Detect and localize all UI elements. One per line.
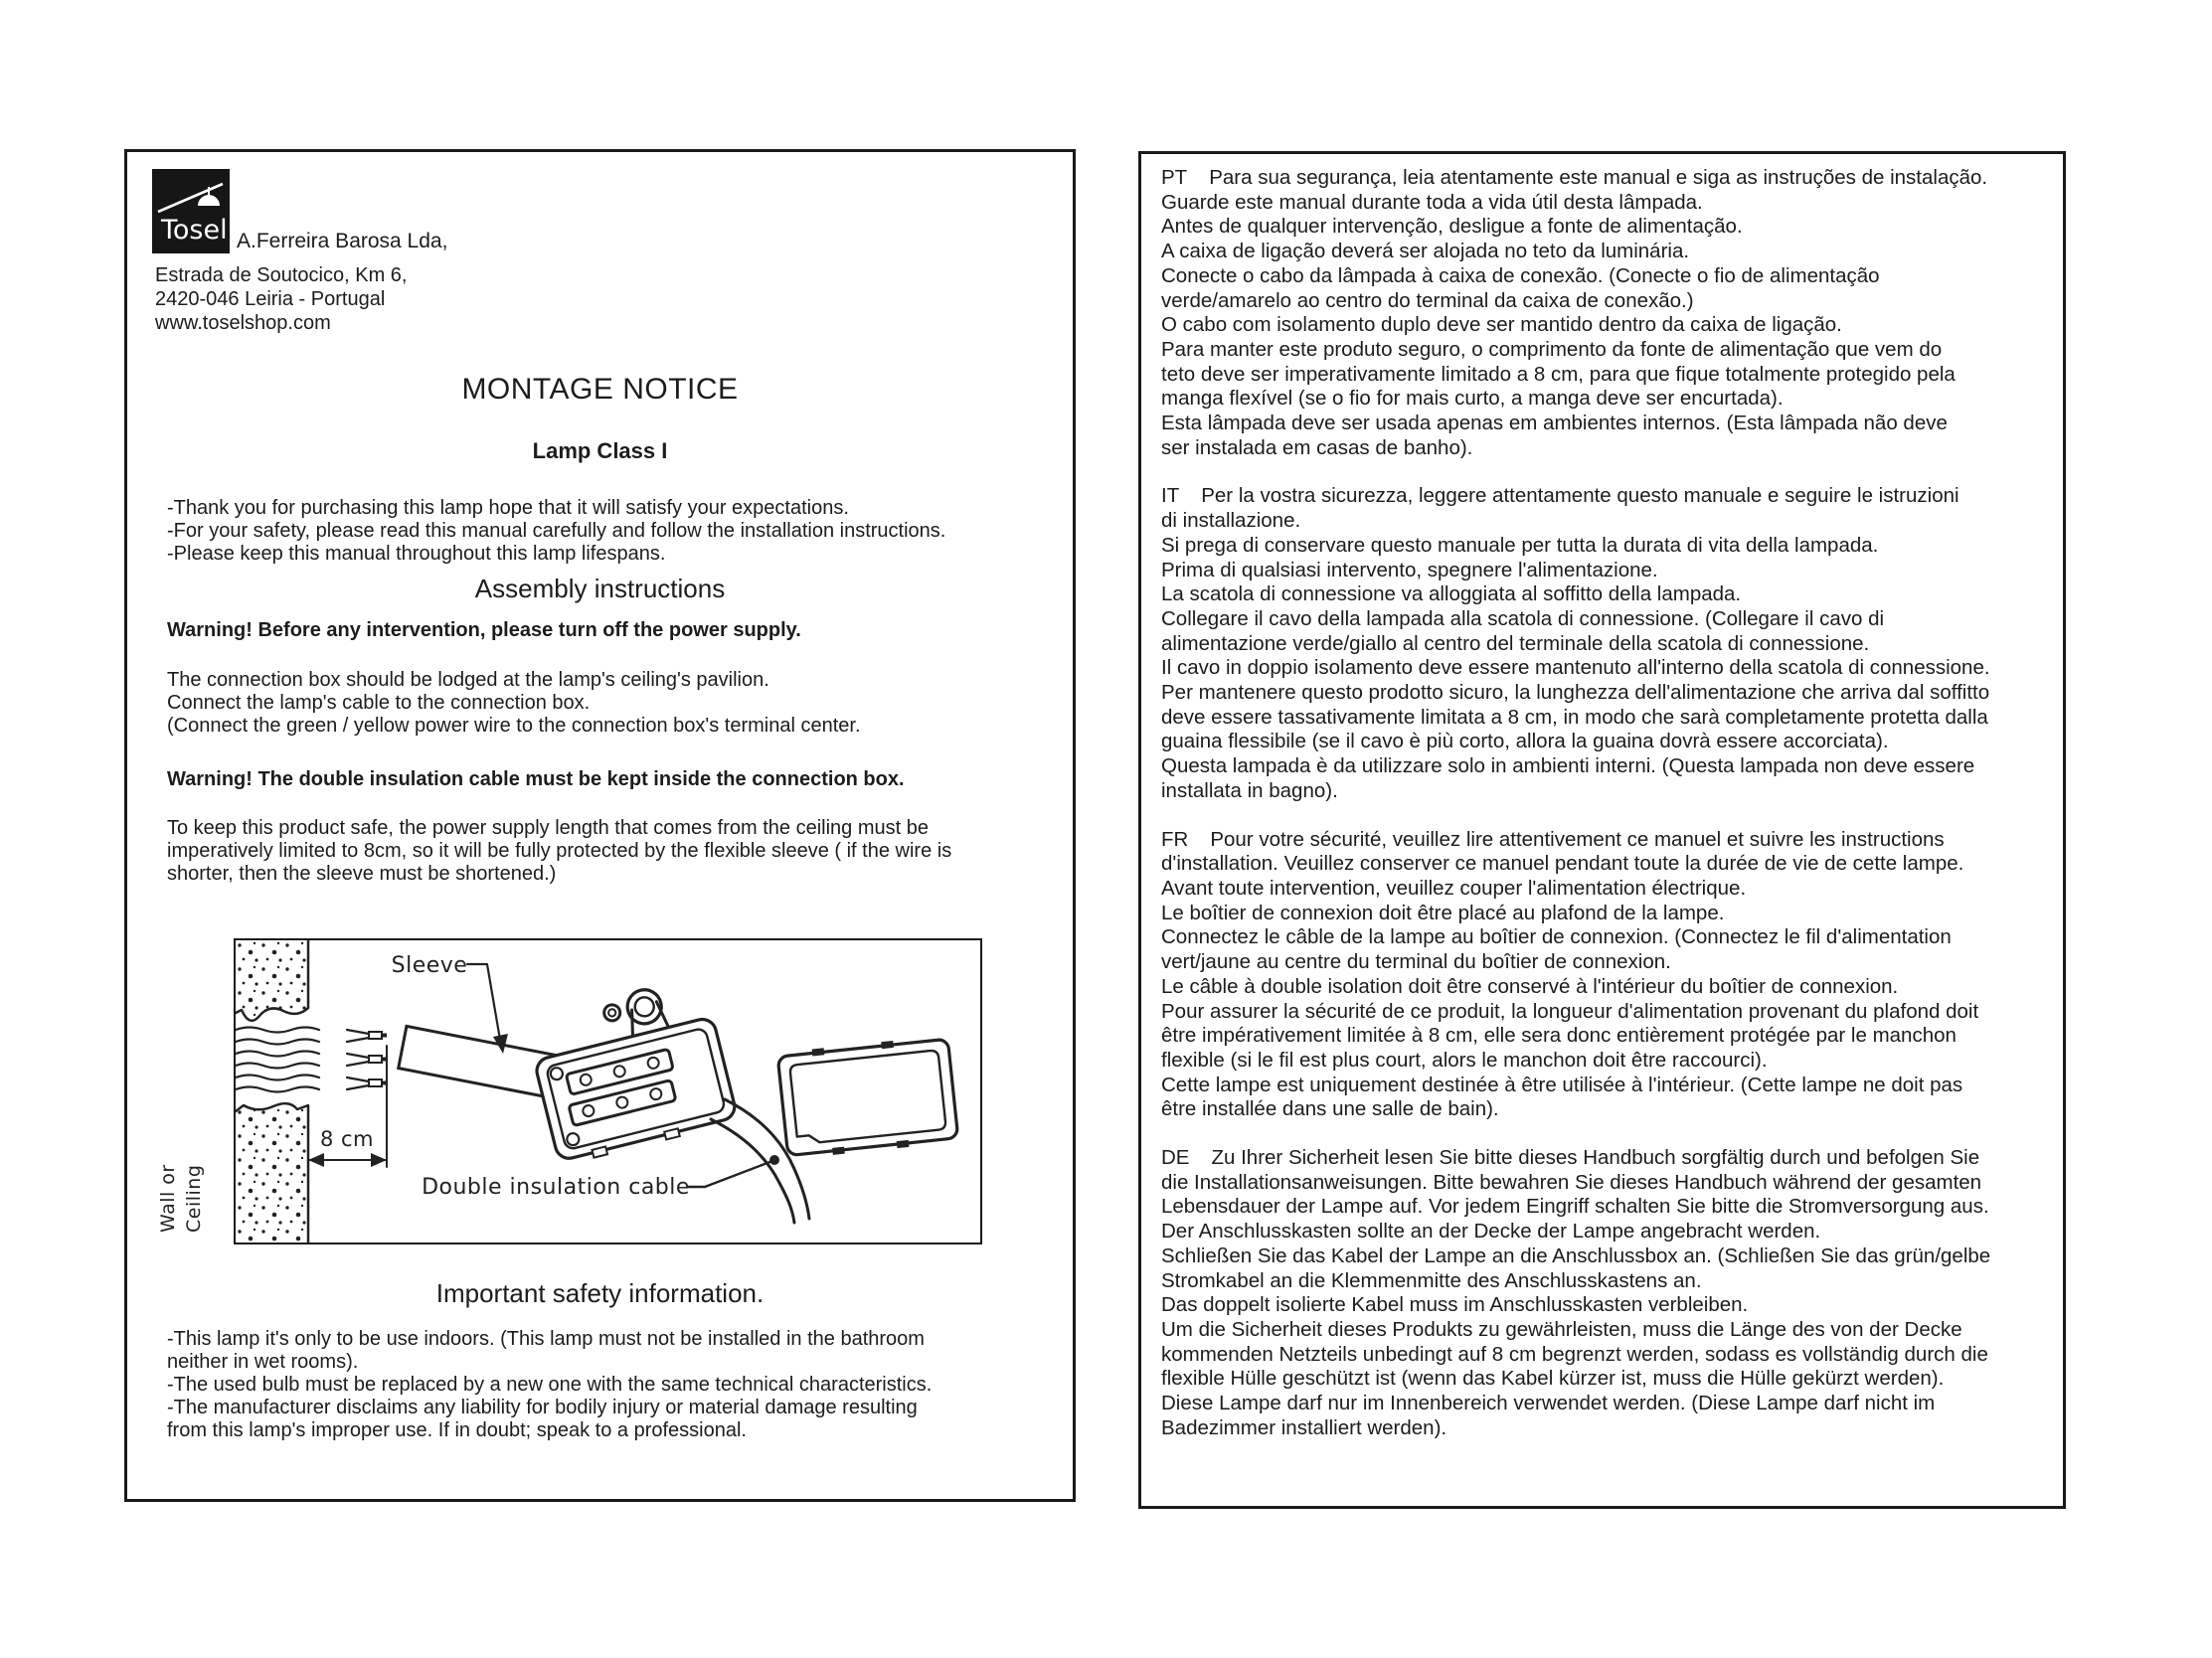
connection-paragraph: The connection box should be lodged at the lamp's ceiling's pavilion. Connect the lamp's cable to the connection box. (Connect the green / yellow power wire to the connection box's terminal center. <box>167 669 861 737</box>
translation-text-fr: Pour votre sécurité, veuillez lire attentivement ce manuel et suivre les instructions d'installation. Veuillez conserver ce manuel pendant toute la durée de vie de cette lampe. Avant toute intervention, veuillez couper l'alimentation électrique. Le boîtier de connexion doit être placé au plafond de la lampe. Connectez le câble de la lampe au boîtier de connexion. (Connectez le fil d'alimentation vert/jaune au centre du terminal du boîtier de connexion. Le câble à double isolation doit être conservé à l'intérieur du boîtier de connexion. Pour assurer la sécurité de ce produit, la longueur d'alimentation provenant du plafond doit être impérativement limitée à 8 cm, elle sera donc entièrement protégée par le manchon flexible (si le fil est plus court, alors le manchon doit être raccourci). Cette lampe est uniquement destinée à être utilisée à l'intérieur. (Cette lampe ne doit pas être installée dans une salle de bain). <box>1161 827 1979 1121</box>
translation-section-fr <box>1161 828 2045 1122</box>
power-warning: Warning! Before any intervention, please turn off the power supply. <box>167 619 801 641</box>
translation-text-it: Per la vostra sicurezza, leggere attentamente questo manuale e seguire le istruzioni di installazione. Si prega di conservare questo manuale per tutta la durata di vita della lampada. Prima di qualsiasi intervento, spegnere l'alimentazione. La scatola di connessione va alloggiata al soffitto della lampada. Collegare il cavo della lampada alla scatola di connessione. (Collegare il cavo di alimentazione verde/giallo al centro del terminale della scatola di connessione. Il cavo in doppio isolamento deve essere mantenuto all'interno della scatola di connessione. Per mantenere questo prodotto sicuro, la lunghezza dell'alimentazione che arriva dal soffitto deve essere tassativamente limitata a 8 cm, in modo che sarà completamente protetta dalla guaina flessibile (se il cavo è più corto, allora la guaina dovrà essere accorciata). Questa lampada è da utilizzare solo in ambienti interni. (Questa lampada non deve essere installata in bagno). <box>1161 484 1990 802</box>
box-lid <box>777 1035 958 1159</box>
lamp-class-subtitle: Lamp Class I <box>532 438 668 463</box>
cable-callout <box>422 1155 779 1200</box>
wall-ceiling-label: Wall or Ceiling <box>157 1164 205 1234</box>
company-address: Estrada de Soutocico, Km 6, 2420-046 Leiria - Portugal www.toselshop.com <box>155 264 408 334</box>
sleeve-paragraph: To keep this product safe, the power supply length that comes from the ceiling must be imperatively limited to 8cm, so it will be fully protected by the flexible sleeve ( if the wire is shorter, then the sleeve must be shortened.) <box>167 817 952 885</box>
translations-column <box>1141 154 2063 1440</box>
language-code-it: IT <box>1161 484 1180 508</box>
translation-section-pt <box>1161 166 2045 460</box>
dimension-arrow <box>308 1046 387 1167</box>
manual-page-english <box>124 149 1076 1502</box>
connection-box <box>524 975 739 1166</box>
supply-wires <box>236 1028 387 1092</box>
brand-logo <box>152 169 230 253</box>
safety-paragraph: -This lamp it's only to be use indoors. (This lamp must not be installed in the bathroom neither in wet rooms). -The used bulb must be replaced by a new one with the same technical characteristics. -The manufacturer disclaims any liability for bodily injury or material damage resulting from this lamp's improper use. If in doubt; speak to a professional. <box>167 1328 933 1441</box>
language-code-pt: PT <box>1161 166 1188 189</box>
sleeve-label: Sleeve <box>391 953 468 978</box>
translation-text-pt: Para sua segurança, leia atentamente este manual e siga as instruções de instalação. Guarde este manual durante toda a vida útil desta lâmpada. Antes de qualquer intervenção, desligue a fonte de alimentação. A caixa de ligação deverá ser alojada no teto da luminária. Conecte o cabo da lâmpada à caixa de conexão. (Conecte o fio de alimentação verde/amarelo ao centro do terminal da caixa de conexão.) O cabo com isolamento duplo deve ser mantido dentro da caixa de ligação. Para manter este produto seguro, o comprimento da fonte de alimentação que vem do teto deve ser imperativamente limitado a 8 cm, para que fique totalmente protegido pela manga flexível (se o fio for mais curto, a manga deve ser encurtada). Esta lâmpada deve ser usada apenas em ambientes internos. (Esta lâmpada não deve ser instalada em casas de banho). <box>1161 166 1988 459</box>
intro-paragraph: -Thank you for purchasing this lamp hope that it will satisfy your expectations. -For your safety, please read this manual carefully and follow the installation instructions. -Please keep this manual throughout this lamp lifespans. <box>167 497 946 565</box>
dimension-label: 8 cm <box>319 1127 375 1151</box>
installation-diagram <box>234 938 982 1244</box>
language-code-fr: FR <box>1161 827 1189 851</box>
translation-section-it <box>1161 484 2045 803</box>
cable-label: Double insulation cable <box>422 1175 690 1200</box>
safety-heading: Important safety information. <box>435 1278 765 1308</box>
cable-warning: Warning! The double insulation cable must be kept inside the connection box. <box>167 768 905 790</box>
page-title: MONTAGE NOTICE <box>461 373 739 406</box>
translation-text-de: Zu Ihrer Sicherheit lesen Sie bitte dieses Handbuch sorgfältig durch und befolgen Sie die Installationsanweisungen. Bitte bewahren Sie dieses Handbuch während der gesamten Lebensdauer der Lampe auf. Vor jedem Eingriff schalten Sie bitte die Stromversorgung aus. Der Anschlusskasten sollte an der Decke der Lampe angebracht werden. Schließen Sie das Kabel der Lampe an die Anschlussbox an. (Schließen Sie das grün/gelbe Stromkabel an die Klemmenmitte des Anschlusskastens an. Das doppelt isolierte Kabel muss im Anschlusskasten verbleiben. Um die Sicherheit dieses Produkts zu gewährleisten, muss die Länge des von der Decke kommenden Netzteils unbedingt auf 8 cm begrenzt werden, sodass es vollständig durch die flexible Hülle geschützt ist (wenn das Kabel kürzer ist, muss die Hülle gekürzt werden). Diese Lampe darf nur im Innenbereich verwendet werden. (Diese Lampe darf nicht im Badezimmer installiert werden). <box>1161 1146 1991 1439</box>
brand-name: Tosel <box>161 215 228 246</box>
assembly-heading: Assembly instructions <box>474 574 726 603</box>
manual-page-translations <box>1138 151 2066 1509</box>
company-name: A.Ferreira Barosa Lda, <box>237 230 448 252</box>
translation-section-de <box>1161 1146 2045 1440</box>
language-code-de: DE <box>1161 1146 1190 1170</box>
